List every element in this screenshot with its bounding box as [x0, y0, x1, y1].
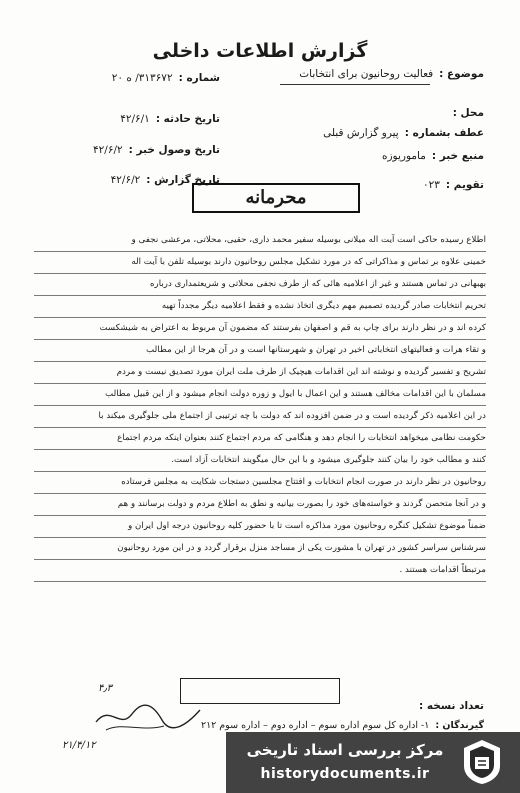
body-line: سرشناس سراسر کشور در تهران با مشورت یکی از مساجد منزل برقرار گردد و در این مورد روحانیون — [34, 538, 486, 560]
field-recipients-value: ۱- اداره کل سوم اداره سوم – اداره دوم – اداره سوم ۲۱۲ — [200, 720, 430, 731]
field-calendar — [423, 179, 484, 191]
body-line: تحریم انتخابات صادر گردیده تصمیم مهم دیگری اتخاذ نشده و فقط اعلامیه دیگر مجدداً تهیه — [34, 296, 486, 318]
field-copies-label: تعداد نسخه : — [419, 700, 484, 712]
field-calendar-value: ۰۲۳ — [422, 179, 440, 191]
field-copies — [413, 700, 484, 712]
signature-date: ۲۱/۴/۱۲ — [62, 740, 96, 751]
field-source-label: منبع خبر : — [431, 150, 484, 162]
body-line: تشریح و تفسیر گردیده و نوشته اند این اقدامات هیچیک از طرف ملت ایران مورد تصدیق نیست و مردم — [34, 362, 486, 384]
divider-subject — [280, 84, 430, 85]
body-line: کنند و مطالب خود را بیان کنند جلوگیری میشود و با این حال میگویند انتخابات آزاد است. — [34, 450, 486, 472]
field-incident-date-value: ۴۲/۶/۱ — [120, 113, 150, 125]
field-received-date — [93, 144, 220, 156]
body-line: بهبهانی در تماس هستند و غیر از اعلامیه هائی که از طرف نجفی محلاتی و شریعتمداری درباره — [34, 274, 486, 296]
field-number — [112, 72, 220, 84]
routing-box — [180, 678, 340, 704]
archive-seal-icon — [460, 738, 504, 786]
field-number-label: شماره : — [178, 72, 220, 84]
body-line: خمینی علاوه بر تماس و مذاکراتی که در مورد تشکیل مجلس روحانیون دارند بوسیله تلفن با آیت اله — [34, 252, 486, 274]
field-subject — [299, 68, 484, 80]
field-source-value: ماموریوزه — [381, 150, 426, 162]
body-line: مرتبطاً اقدامات هستند . — [34, 560, 486, 582]
report-body — [34, 230, 486, 582]
field-incident-date — [120, 113, 220, 125]
body-line: روحانیون در نظر دارند در صورت انجام انتخابات و افتتاح مجلسین دستجات شکایت به مجلس فرستاده — [34, 472, 486, 494]
document-title: گزارش اطلاعات داخلی — [152, 40, 368, 62]
field-subject-value: فعالیت روحانیون برای انتخابات — [299, 68, 434, 80]
field-calendar-label: تقویم : — [445, 179, 484, 191]
field-incident-date-label: تاریخ حادثه : — [155, 113, 220, 125]
field-location-label: محل : — [452, 107, 484, 119]
field-recipients — [201, 720, 484, 731]
field-location — [447, 107, 484, 119]
field-report-date-value: ۴۲/۶/۲ — [110, 174, 141, 186]
classification-stamp: محرمانه — [192, 183, 360, 213]
field-recipients-label: گیرندگان : — [435, 720, 484, 731]
watermark-title: مرکز بررسی اسناد تاریخی — [246, 741, 444, 759]
field-reference-value: پیرو گزارش قبلی — [323, 127, 399, 139]
field-report-date-label: تاریخ گزارش : — [146, 174, 220, 186]
field-reference-label: عطف بشماره : — [404, 127, 484, 139]
body-line: ضمناً موضوع تشکیل کنگره روحانیون مورد مذاکره است تا با حضور کلیه روحانیون درجه اول ایران و — [34, 516, 486, 538]
body-line: حکومت نظامی میخواهد انتخابات را انجام دهد و هنگامی که مردم اجتماع کنند بعنوان اینکه مردم اجتماع — [34, 428, 486, 450]
signature-mark: ۴٫۳ — [98, 683, 112, 694]
body-line: و تقاء هرات و فعالیتهای انتخاباتی اخیر در تهران و شهرستانها است و در آن هرجا از این مطالب — [34, 340, 486, 362]
field-received-date-value: ۴۲/۶/۲ — [93, 144, 123, 156]
watermark-url: historydocuments.ir — [260, 766, 430, 782]
body-line: مسلمان با این اقدامات مخالف هستند و این اعمال با ایول و زوره دولت انجام میشود و از این قبیل مطالب — [34, 384, 486, 406]
field-number-value: ۳۱۳۶۷۲/ ه ۲۰ — [111, 72, 173, 84]
field-reference — [323, 127, 484, 139]
field-received-date-label: تاریخ وصول خبر : — [128, 144, 220, 156]
body-line: کرده اند و در نظر دارند برای چاپ به قم و اصفهان بفرستند که مضمون آن مربوط به اعتراض به شیشکست — [34, 318, 486, 340]
field-subject-label: موضوع : — [439, 68, 484, 80]
body-line: و در آنجا متحصن گردند و خواسته‌های خود را بصورت بیانیه و نطق به اطلاع مردم و دولت برسانند و هم — [34, 494, 486, 516]
body-line: اطلاع رسیده حاکی است آیت اله میلانی بوسیله سفیر محمد داری، حقیی، محلاتی، مرعشی نجفی و — [34, 230, 486, 252]
field-source — [382, 150, 484, 162]
signature-scribble — [92, 700, 204, 734]
body-line: در این اعلامیه ذکر گردیده است و در ضمن افزوده اند که دولت با چه ترتیبی از اجتماع ملی جلوگیری میکند با — [34, 406, 486, 428]
